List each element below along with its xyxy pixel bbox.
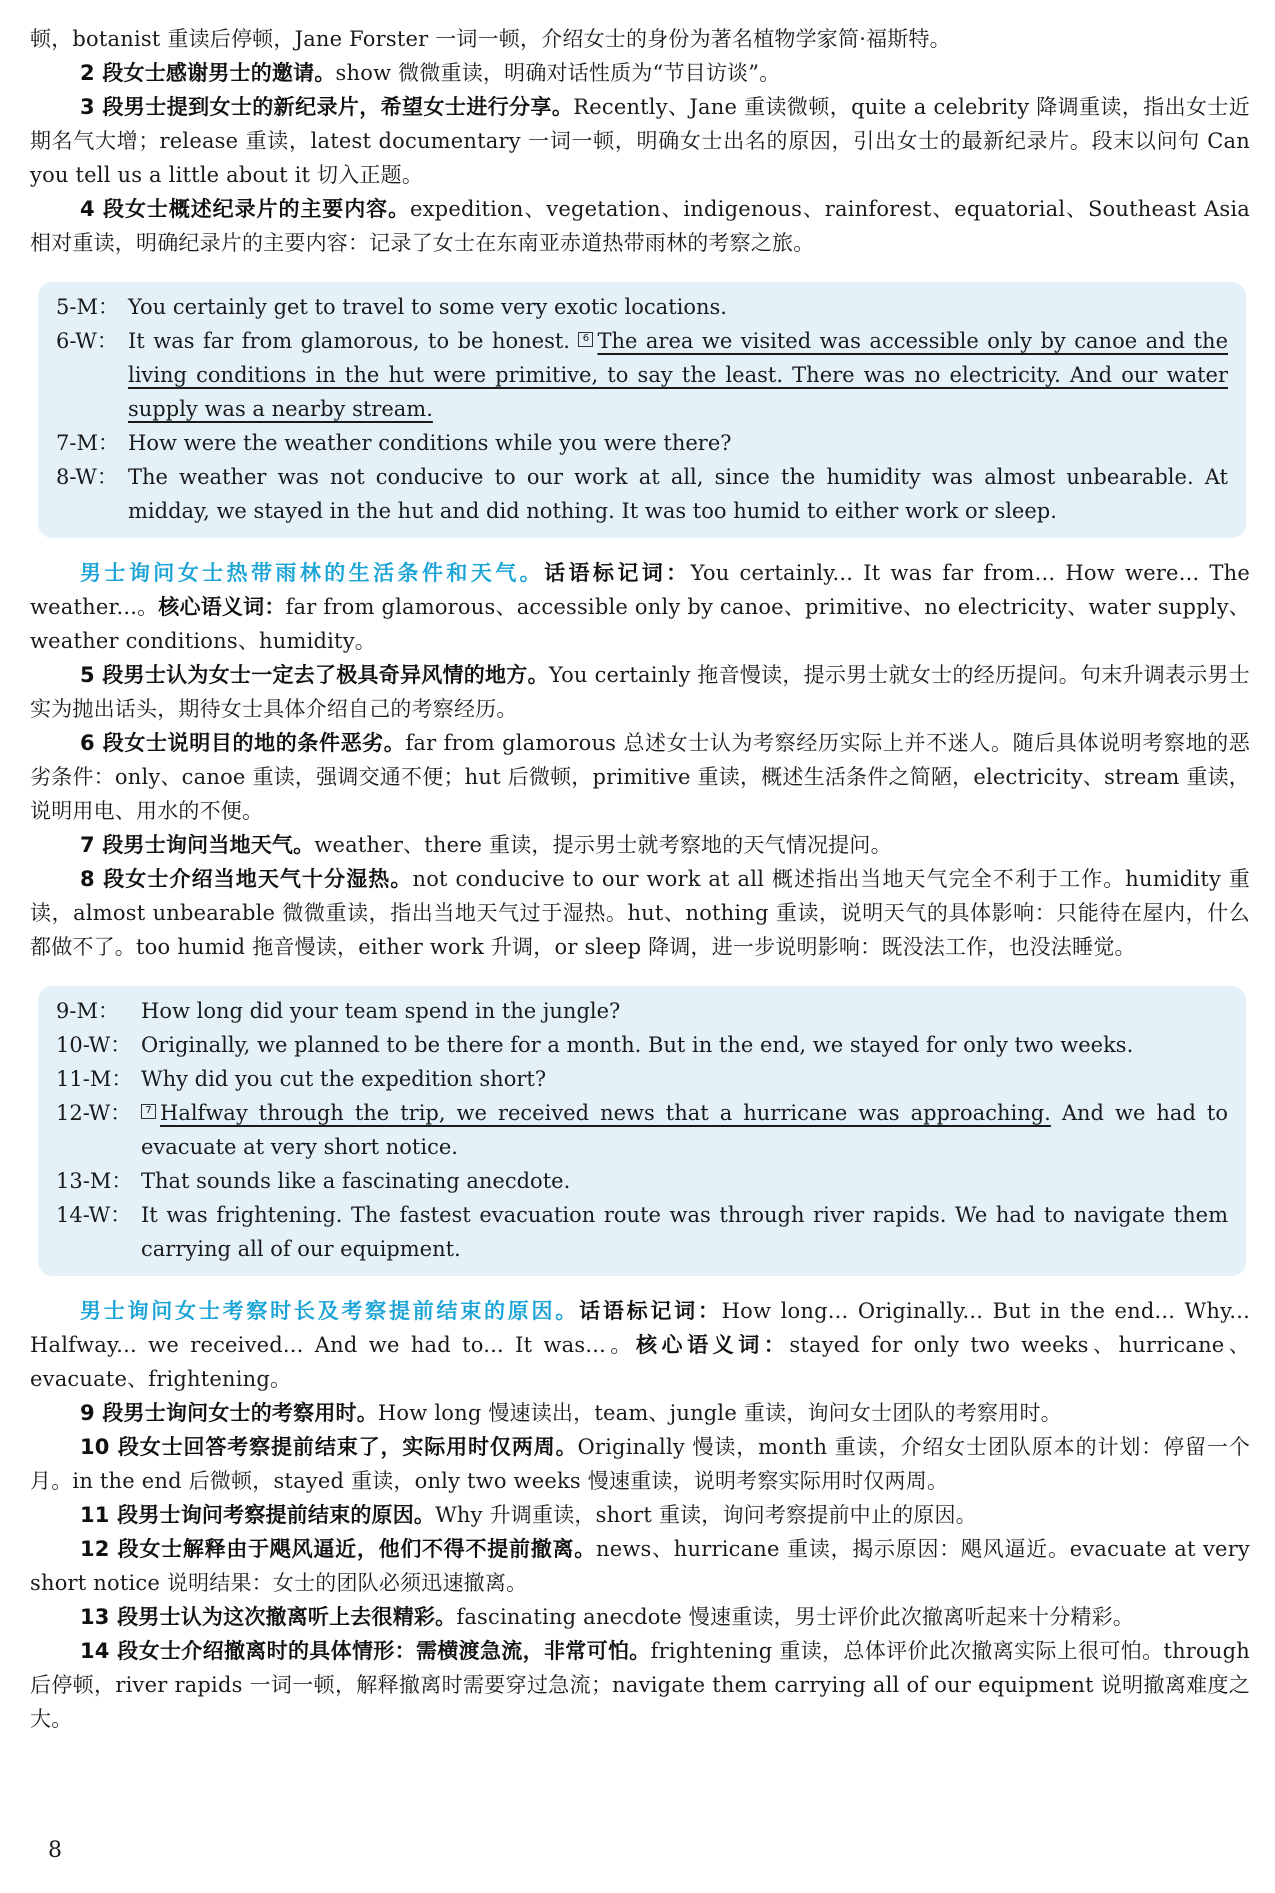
paragraph-6: 6 段女士说明目的地的条件恶劣。far from glamorous 总述女士认为考察经历实际上并不迷人。随后具体说明考察地的恶劣条件：only、canoe 重读，强调交通不便；hut 后微顿，primitive 重读，概述生活条件之简陋，electricity、stream 重读，说明用电、用水的不便。 <box>30 731 1251 823</box>
paragraph-9: 9 段男士询问女士的考察用时。How long 慢速读出，team、jungle 重读，询问女士团队的考察用时。 <box>80 1401 1062 1425</box>
paragraph-14: 14 段女士介绍撤离时的具体情形：需横渡急流，非常可怕。frightening 重读，总体评价此次撤离实际上很可怕。through 后停顿，river rapids 一词一顿，解释撤离时需要穿过急流；navigate them carrying all of our equipment 说明撤离难度之大。 <box>30 1639 1250 1731</box>
dialogue-line: 9-M： How long did your team spend in the jungle? <box>56 999 621 1023</box>
page-content <box>30 22 1250 1736</box>
paragraph-11: 11 段男士询问考察提前结束的原因。Why 升调重读，short 重读，询问考察提前中止的原因。 <box>80 1503 977 1527</box>
dialogue-line: 5-M： You certainly get to travel to some very exotic locations. <box>56 295 727 319</box>
dialogue-line: 7-M： How were the weather conditions while you were there? <box>56 431 732 455</box>
question-number-marker: 7 <box>141 1104 156 1119</box>
paragraph-10: 10 段女士回答考察提前结束了，实际用时仅两周。Originally 慢读，month 重读，介绍女士团队原本的计划：停留一个月。in the end 后微顿，stayed 重读，only two weeks 慢速重读，说明考察实际用时仅两周。 <box>30 1435 1250 1493</box>
dialogue-box-1 <box>38 282 1246 538</box>
paragraph-intro: 顿，botanist 重读后停顿，Jane Forster 一词一顿，介绍女士的身份为著名植物学家简·福斯特。 <box>30 27 951 51</box>
paragraph-4: 4 段女士概述纪录片的主要内容。expedition、vegetation、indigenous、rainforest、equatorial、Southeast Asia 相对重读，明确纪录片的主要内容：记录了女士在东南亚赤道热带雨林的考察之旅。 <box>30 197 1251 255</box>
dialogue-box-2 <box>38 986 1246 1276</box>
paragraph-13: 13 段男士认为这次撤离听上去很精彩。fascinating anecdote 慢速重读，男士评价此次撤离听起来十分精彩。 <box>80 1605 1134 1629</box>
paragraph-5: 5 段男士认为女士一定去了极具奇异风情的地方。You certainly 拖音慢读，提示男士就女士的经历提问。句末升调表示男士实为抛出话头，期待女士具体介绍自己的考察经历。 <box>30 663 1250 721</box>
paragraph-7: 7 段男士询问当地天气。weather、there 重读，提示男士就考察地的天气情况提问。 <box>80 833 892 857</box>
dialogue-line: 13-M： That sounds like a fascinating anecdote. <box>56 1169 571 1193</box>
dialogue-line: 14-W： It was frightening. The fastest evacuation route was through river rapids. We had to navigate them carrying all of our equipment. <box>56 1203 1228 1261</box>
underlined-answer: The area we visited was accessible only by canoe and the living conditions in the hut were primitive, to say the least. There was no electricity. And our water supply was a nearby stream. <box>128 329 1228 421</box>
dialogue-line: 8-W： The weather was not conducive to our work at all, since the humidity was almost unbearable. At midday, we stayed in the hut and did nothing. It was too humid to either work or sleep. <box>56 465 1228 523</box>
analysis-summary-1: 男士询问女士热带雨林的生活条件和天气。话语标记词：You certainly... It was far from... How were... The weather...。核心语义词：far from glamorous、accessible only by canoe、primitive、no electricity、water supply、weather conditions、humidity。 <box>30 561 1250 653</box>
underlined-answer: Halfway through the trip, we received news that a hurricane was approaching. <box>160 1101 1051 1125</box>
dialogue-line: 10-W： Originally, we planned to be there for a month. But in the end, we stayed for only two weeks. <box>56 1033 1134 1057</box>
paragraph-8: 8 段女士介绍当地天气十分湿热。not conducive to our work at all 概述指出当地天气完全不利于工作。humidity 重读，almost unbearable 微微重读，指出当地天气过于湿热。hut、nothing 重读，说明天气的具体影响：只能待在屋内，什么都做不了。too humid 拖音慢读，either work 升调，or sleep 降调，进一步说明影响：既没法工作，也没法睡觉。 <box>30 867 1251 959</box>
dialogue-line: 12-W： 7 Halfway through the trip, we received news that a hurricane was approaching. And we had to evacuate at very short notice. <box>56 1101 1228 1159</box>
dialogue-line: 11-M： Why did you cut the expedition short? <box>56 1067 547 1091</box>
analysis-summary-2: 男士询问女士考察时长及考察提前结束的原因。话语标记词：How long... Originally... But in the end... Why... Halfway... we received... And we had to... It was...。核心语义词：stayed for only two weeks、hurricane、evacuate、frightening。 <box>30 1299 1251 1391</box>
paragraph-12: 12 段女士解释由于飓风逼近，他们不得不提前撤离。news、hurricane 重读，揭示原因：飓风逼近。evacuate at very short notice 说明结果：女士的团队必须迅速撤离。 <box>30 1537 1250 1595</box>
question-number-marker: 6 <box>578 332 593 347</box>
page-number: 8 <box>48 1838 62 1863</box>
paragraph-2: 2 段女士感谢男士的邀请。show 微微重读，明确对话性质为“节目访谈”。 <box>80 61 781 85</box>
paragraph-3: 3 段男士提到女士的新纪录片，希望女士进行分享。Recently、Jane 重读微顿，quite a celebrity 降调重读，指出女士近期名气大增；release 重读，latest documentary 一词一顿，明确女士出名的原因，引出女士的最新纪录片。段末以问句 Can you tell us a little about it 切入正题。 <box>30 95 1250 187</box>
dialogue-line: 6-W： It was far from glamorous, to be honest. 6 The area we visited was accessible only by canoe and the living conditions in the hut were primitive, to say the least. There was no electricity. And our water supply was a nearby stream. <box>56 329 1228 421</box>
